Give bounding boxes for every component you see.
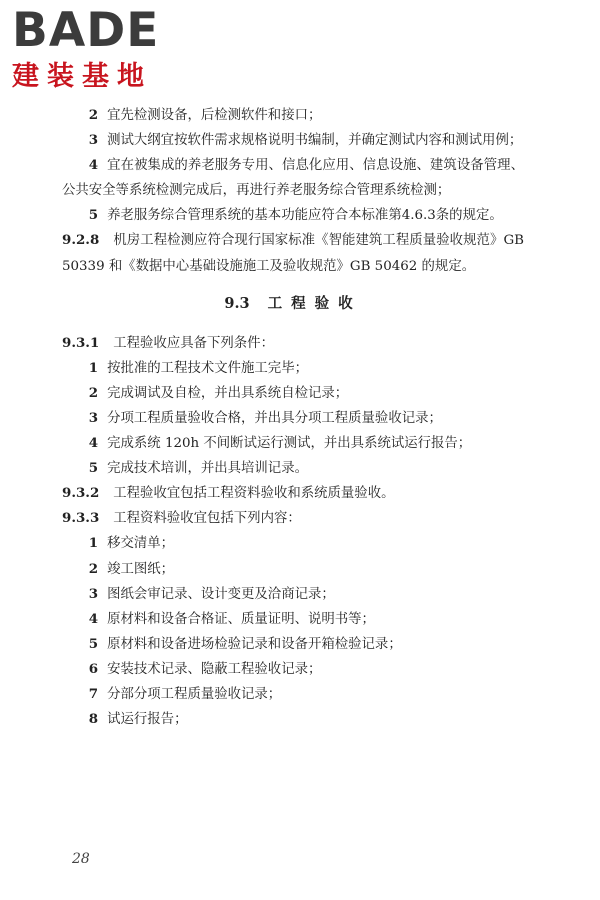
- item-text: 安装技术记录、隐蔽工程验收记录；: [107, 661, 322, 677]
- item-number: 4: [88, 610, 99, 627]
- logo-subtitle: 建装基地: [12, 61, 152, 92]
- item-text: 按批准的工程技术文件施工完毕；: [107, 360, 308, 376]
- clause-9-3-3: [62, 506, 524, 531]
- section-heading: [62, 291, 524, 317]
- list-item: [62, 707, 524, 732]
- section-title: 工程验收: [267, 294, 362, 312]
- list-item: [62, 607, 524, 632]
- item-number: 2: [88, 107, 99, 123]
- item-text: 完成系统 120h 不间断试运行测试，并出具系统试运行报告；: [107, 436, 472, 452]
- clause-text: 机房工程检测应符合现行国家标准《智能建筑工程质量验收规范》GB 50339 和《数据中心基础设施施工及验收规范》GB 50462 的规定。: [62, 233, 524, 274]
- section-number: 9.3: [224, 294, 250, 312]
- item-text: 宜在被集成的养老服务专用、信息化应用、信息设施、建筑设备管理、公共安全等系统检测完成后，再进行养老服务综合管理系统检测；: [62, 158, 524, 199]
- item-number: 4: [88, 157, 99, 174]
- clause-number: 9.2.8: [62, 232, 100, 249]
- clause-text: 工程验收宜包括工程资料验收和系统质量验收。: [113, 486, 395, 502]
- item-number: 4: [88, 435, 99, 452]
- item-text: 测试大纲宜按软件需求规格说明书编制，并确定测试内容和测试用例；: [107, 133, 523, 149]
- item-number: 7: [88, 685, 99, 702]
- item-number: 3: [88, 585, 99, 602]
- list-item: [62, 406, 524, 431]
- item-text: 分项工程质量验收合格，并出具分项工程质量验收记录；: [107, 410, 442, 426]
- item-text: 图纸会审记录、设计变更及洽商记录；: [107, 586, 335, 602]
- item-text: 分部分项工程质量验收记录；: [107, 686, 282, 702]
- item-text: 移交清单；: [107, 536, 175, 552]
- list-item: [62, 128, 524, 153]
- page-number: 28: [72, 851, 90, 867]
- item-text: 试运行报告；: [107, 712, 188, 728]
- item-text: 竣工图纸；: [107, 561, 175, 577]
- clause-number: 9.3.2: [62, 485, 100, 502]
- clause-text: 工程资料验收宜包括下列内容：: [113, 511, 301, 527]
- brand-logo: [12, 3, 182, 94]
- item-number: 1: [88, 359, 99, 376]
- item-number: 5: [88, 635, 99, 652]
- document-body: [62, 103, 524, 732]
- item-number: 8: [88, 711, 99, 728]
- item-number: 3: [88, 409, 99, 426]
- clause-9-3-2: [62, 481, 524, 506]
- clause-number: 9.3.3: [62, 510, 100, 527]
- item-number: 3: [88, 132, 99, 149]
- list-item: [62, 203, 524, 228]
- list-item: [62, 381, 524, 406]
- clause-9-3-1: [62, 331, 524, 356]
- item-text: 原材料和设备合格证、质量证明、说明书等；: [107, 611, 375, 627]
- list-item: [62, 682, 524, 707]
- item-number: 5: [88, 460, 99, 477]
- logo-wordmark: BADE: [12, 3, 160, 58]
- clause-9-2-8: [62, 228, 524, 278]
- list-item: [62, 657, 524, 682]
- item-number: 2: [88, 560, 99, 577]
- clause-text: 工程验收应具备下列条件：: [113, 335, 274, 351]
- item-number: 5: [88, 207, 99, 224]
- item-text: 完成技术培训，并出具培训记录。: [107, 461, 308, 477]
- list-item: [62, 103, 524, 128]
- item-text: 宜先检测设备，后检测软件和接口；: [107, 108, 322, 123]
- list-item: [62, 356, 524, 381]
- list-item: [62, 557, 524, 582]
- list-item: [62, 531, 524, 556]
- list-item: [62, 456, 524, 481]
- item-number: 6: [88, 660, 99, 677]
- clause-number: 9.3.1: [62, 334, 100, 351]
- list-item: [62, 431, 524, 456]
- item-text: 完成调试及自检，并出具系统自检记录；: [107, 385, 349, 401]
- item-number: 2: [88, 384, 99, 401]
- item-text: 养老服务综合管理系统的基本功能应符合本标准第4.6.3条的规定。: [107, 208, 503, 224]
- list-item: [62, 632, 524, 657]
- list-item: [62, 153, 524, 203]
- item-number: 1: [88, 535, 99, 552]
- item-text: 原材料和设备进场检验记录和设备开箱检验记录；: [107, 636, 402, 652]
- list-item: [62, 582, 524, 607]
